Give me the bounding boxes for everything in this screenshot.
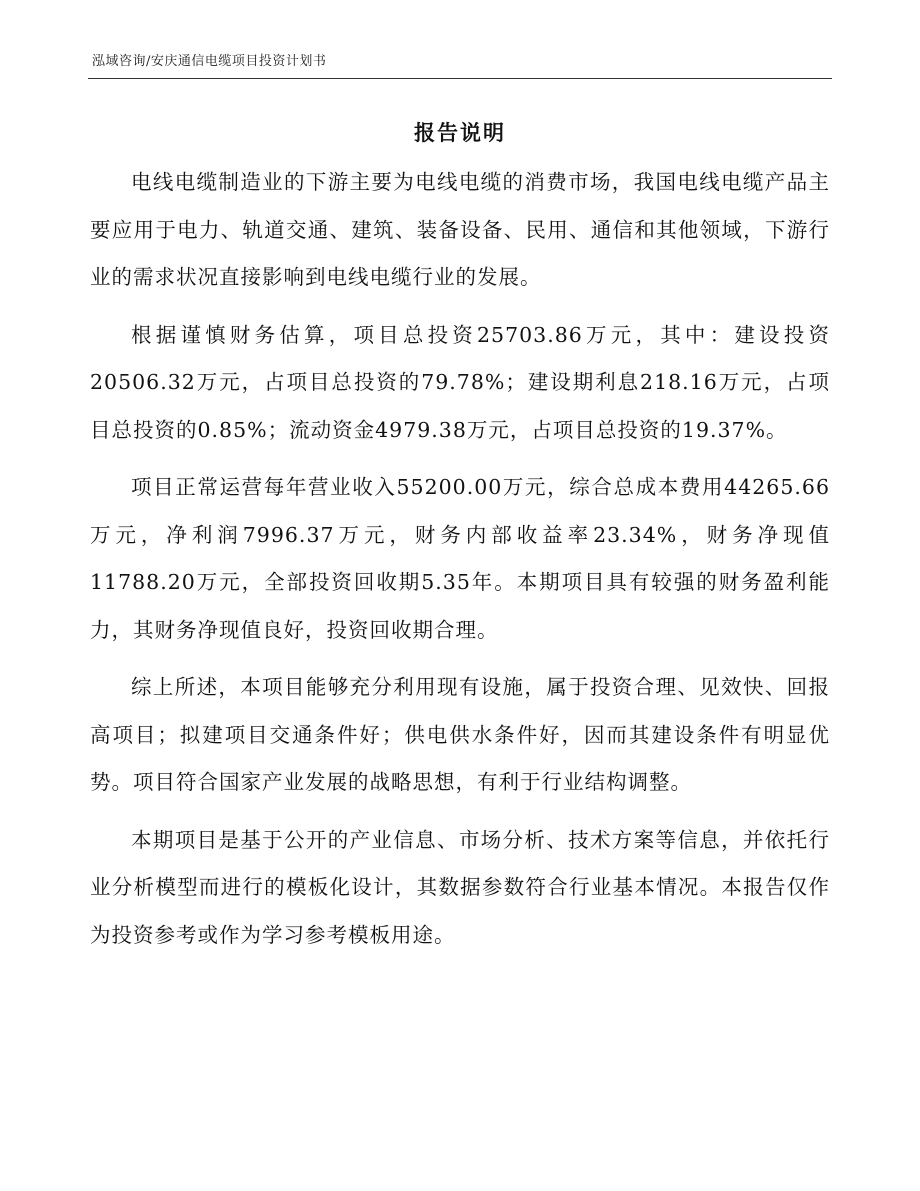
header-divider <box>88 78 832 79</box>
document-body <box>90 159 830 969</box>
paragraph-summary: 综上所述，本项目能够充分利用现有设施，属于投资合理、见效快、回报高项目；拟建项目交通条件好；供电供水条件好，因而其建设条件有明显优势。项目符合国家产业发展的战略思想，有利于行业结构调整。 <box>90 675 830 794</box>
paragraph-disclaimer: 本期项目是基于公开的产业信息、市场分析、技术方案等信息，并依托行业分析模型而进行的模板化设计，其数据参数符合行业基本情况。本报告仅作为投资参考或作为学习参考模板用途。 <box>90 827 830 947</box>
paragraph-investment-estimate: 根据谨慎财务估算，项目总投资25703.86万元，其中：建设投资20506.32万元，占项目总投资的79.78%；建设期利息218.16万元，占项目总投资的0.85%；流动资金4979.38万元，占项目总投资的19.37%。 <box>90 322 830 442</box>
page-header: 泓域咨询/安庆通信电缆项目投资计划书 <box>92 54 327 69</box>
paragraph-financial-returns: 项目正常运营每年营业收入55200.00万元，综合总成本费用44265.66万元，净利润7996.37万元，财务内部收益率23.34%，财务净现值11788.20万元，全部投资回收期5.35年。本期项目具有较强的财务盈利能力，其财务净现值良好，投资回收期合理。 <box>90 475 830 642</box>
page-title: 报告说明 <box>414 120 506 145</box>
paragraph-downstream-market: 电线电缆制造业的下游主要为电线电缆的消费市场，我国电线电缆产品主要应用于电力、轨道交通、建筑、装备设备、民用、通信和其他领域，下游行业的需求状况直接影响到电线电缆行业的发展。 <box>90 170 830 289</box>
